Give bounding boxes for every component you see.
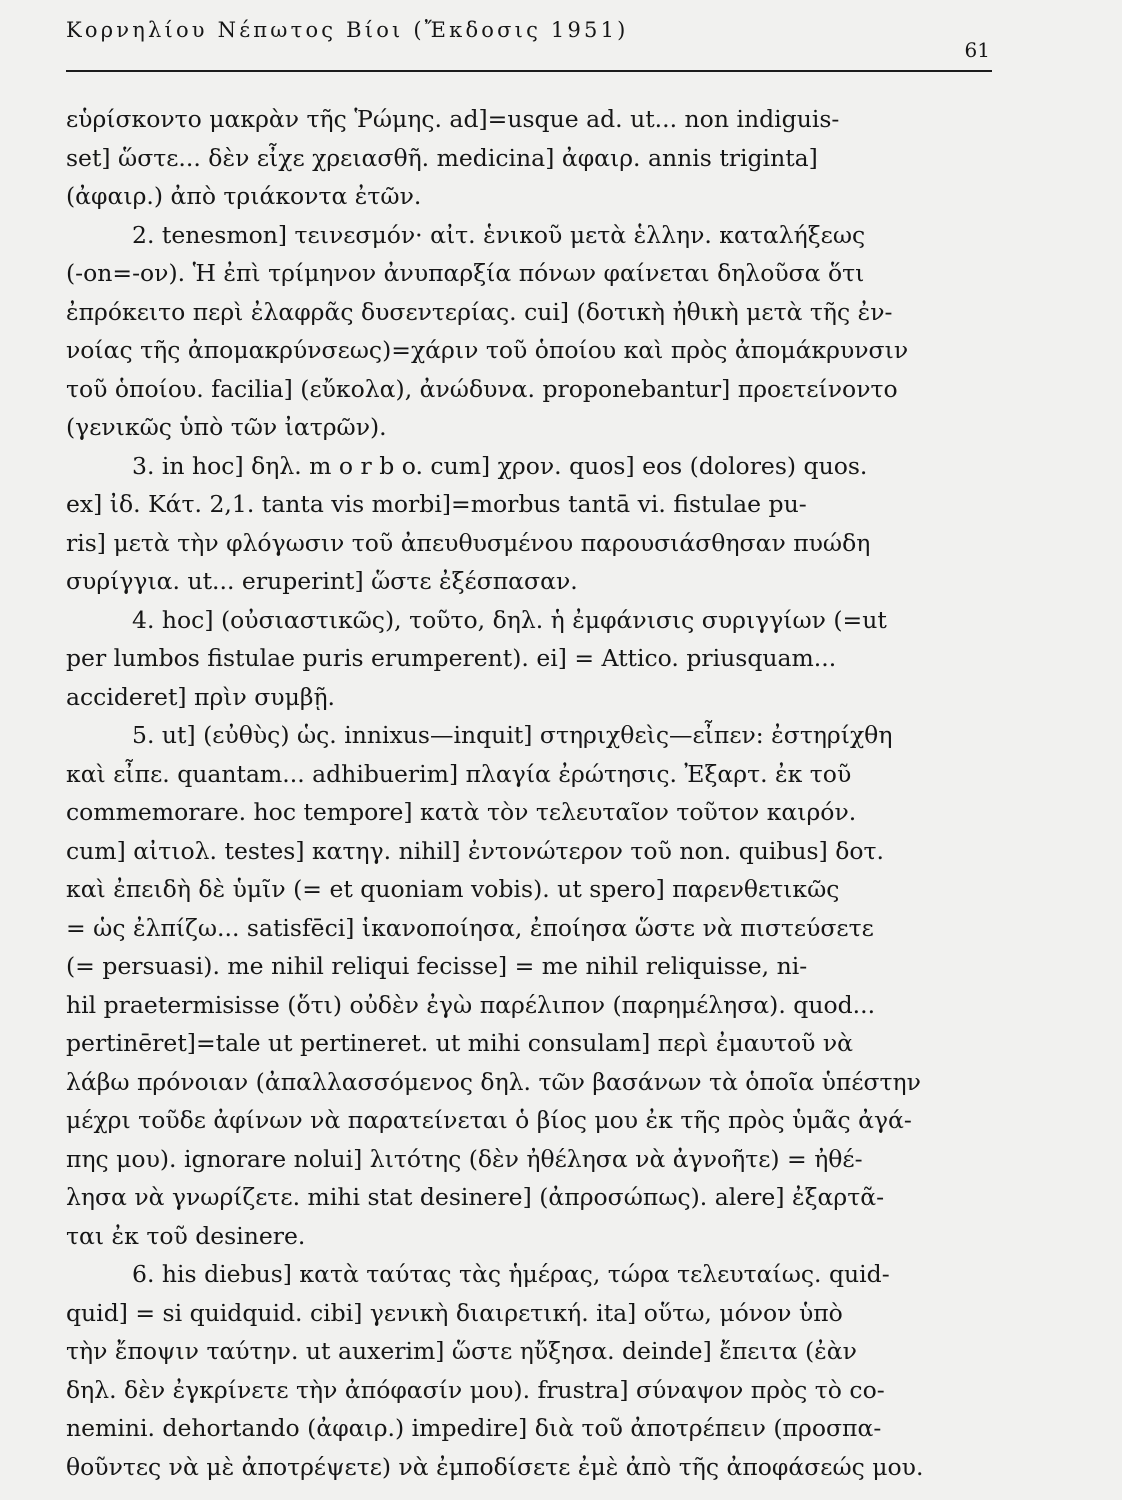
text-line: 6. his diebus] κατὰ ταύτας τὰς ἡμέρας, τώρα τελευταίως. quid- — [132, 1260, 890, 1288]
commentary-text — [66, 100, 990, 1486]
text-line: cum] αἰτιολ. testes] κατηγ. nihil] ἐντονώτερον τοῦ non. quibus] δοτ. — [66, 836, 885, 865]
page-number: 61 — [964, 38, 990, 62]
text-line: θοῦντες νὰ μὲ ἀποτρέψετε) νὰ ἐμποδίσετε ἐμὲ ἀπὸ τῆς ἀποφάσεώς μου. — [66, 1452, 924, 1481]
text-line: καὶ ἐπειδὴ δὲ ὑμῖν (= et quoniam vobis). ut spero] παρενθετικῶς — [66, 875, 840, 903]
text-line: hil praetermisisse (ὅτι) οὐδὲν ἐγὼ παρέλιπον (παρημέλησα). quod... — [66, 990, 876, 1019]
text-line: pertinēret]=tale ut pertineret. ut mihi consulam] περὶ ἐμαυτοῦ νὰ — [66, 1029, 854, 1057]
text-line: λησα νὰ γνωρίζετε. mihi stat desinere] (ἀπροσώπως). alere] ἐξαρτᾶ- — [66, 1183, 885, 1211]
text-line: τοῦ ὁποίου. facilia] (εὔκολα), ἀνώδυνα. proponebantur] προετείνοντο — [66, 374, 898, 403]
running-head — [66, 18, 990, 62]
text-line: νοίας τῆς ἀπομακρύνσεως)=χάριν τοῦ ὁποίου καὶ πρὸς ἀπομάκρυνσιν — [66, 336, 909, 364]
text-line: (ἀφαιρ.) ἀπὸ τριάκοντα ἐτῶν. — [66, 182, 422, 210]
text-line: δηλ. δὲν ἐγκρίνετε τὴν ἀπόφασίν μου). frustra] σύναψον πρὸς τὸ co- — [66, 1375, 885, 1404]
running-head-title: Κορνηλίου Νέπωτος Βίοι (Ἔκδοσις 1951) — [66, 18, 629, 42]
header-rule — [66, 70, 992, 72]
text-line: καὶ εἶπε. quantam... adhibuerim] πλαγία ἐρώτησις. Ἐξαρτ. ἐκ τοῦ — [66, 759, 852, 788]
text-line: per lumbos fistulae puris erumperent). ei] = Attico. priusquam... — [66, 644, 837, 672]
text-line: nemini. dehortando (ἀφαιρ.) impedire] διὰ τοῦ ἀποτρέπειν (προσπα- — [66, 1414, 882, 1442]
text-line: set] ὥστε... δὲν εἶχε χρειασθῆ. medicina] ἀφαιρ. annis triginta] — [66, 143, 818, 172]
text-line: 2. tenesmon] τεινεσμόν· αἰτ. ἑνικοῦ μετὰ ἑλλην. καταλήξεως — [132, 220, 866, 249]
text-line: πης μου). ignorare nolui] λιτότης (δὲν ἠθέλησα νὰ ἀγνοῆτε) = ἠθέ- — [66, 1144, 863, 1173]
text-line: ἐπρόκειτο περὶ ἐλαφρᾶς δυσεντερίας. cui] (δοτικὴ ἠθικὴ μετὰ τῆς ἐν- — [66, 297, 893, 326]
text-line: λάβω πρόνοιαν (ἀπαλλασσόμενος δηλ. τῶν βασάνων τὰ ὁποῖα ὑπέστην — [66, 1067, 921, 1096]
text-line: quid] = si quidquid. cibi] γενικὴ διαιρετική. ita] οὕτω, μόνον ὑπὸ — [66, 1298, 843, 1327]
text-line: ex] ἰδ. Κάτ. 2,1. tanta vis morbi]=morbus tantā vi. fistulae pu- — [66, 490, 807, 518]
text-line: (-on=-ον). Ἡ ἐπὶ τρίμηνον ἀνυπαρξία πόνων φαίνεται δηλοῦσα ὅτι — [66, 259, 865, 287]
text-line: 3. in hoc] δηλ. m o r b o. cum] χρον. quos] eos (dolores) quos. — [132, 451, 868, 480]
text-line: μέχρι τοῦδε ἀφίνων νὰ παρατείνεται ὁ βίος μου ἐκ τῆς πρὸς ὑμᾶς ἀγά- — [66, 1106, 912, 1134]
text-line: (= persuasi). me nihil reliqui fecisse] = me nihil reliquisse, ni- — [66, 952, 808, 980]
text-line: 5. ut] (εὐθὺς) ὡς. innixus—inquit] στηριχθεὶς—εἶπεν: ἐστηρίχθη — [132, 721, 893, 749]
text-line: ται ἐκ τοῦ desinere. — [66, 1221, 306, 1250]
text-line: commemorare. hoc tempore] κατὰ τὸν τελευταῖον τοῦτον καιρόν. — [66, 798, 857, 826]
text-line: (γενικῶς ὑπὸ τῶν ἰατρῶν). — [66, 413, 387, 441]
text-line: ris] μετὰ τὴν φλόγωσιν τοῦ ἀπευθυσμένου παρουσιάσθησαν πυώδη — [66, 528, 871, 557]
text-line: τὴν ἔποψιν ταύτην. ut auxerim] ὥστε ηὔξησα. deinde] ἔπειτα (ἐὰν — [66, 1337, 857, 1365]
text-line: = ὡς ἐλπίζω... satisfēci] ἱκανοποίησα, ἐποίησα ὥστε νὰ πιστεύσετε — [66, 913, 874, 942]
text-line: accideret] πρὶν συμβῇ. — [66, 682, 335, 711]
text-line: εὑρίσκοντο μακρὰν τῆς Ῥώμης. ad]=usque ad. ut... non indiguis- — [66, 105, 840, 133]
text-line: συρίγγια. ut... eruperint] ὥστε ἐξέσπασαν. — [66, 567, 578, 595]
text-line: 4. hoc] (οὐσιαστικῶς), τοῦτο, δηλ. ἡ ἐμφάνισις συριγγίων (=ut — [132, 605, 887, 634]
